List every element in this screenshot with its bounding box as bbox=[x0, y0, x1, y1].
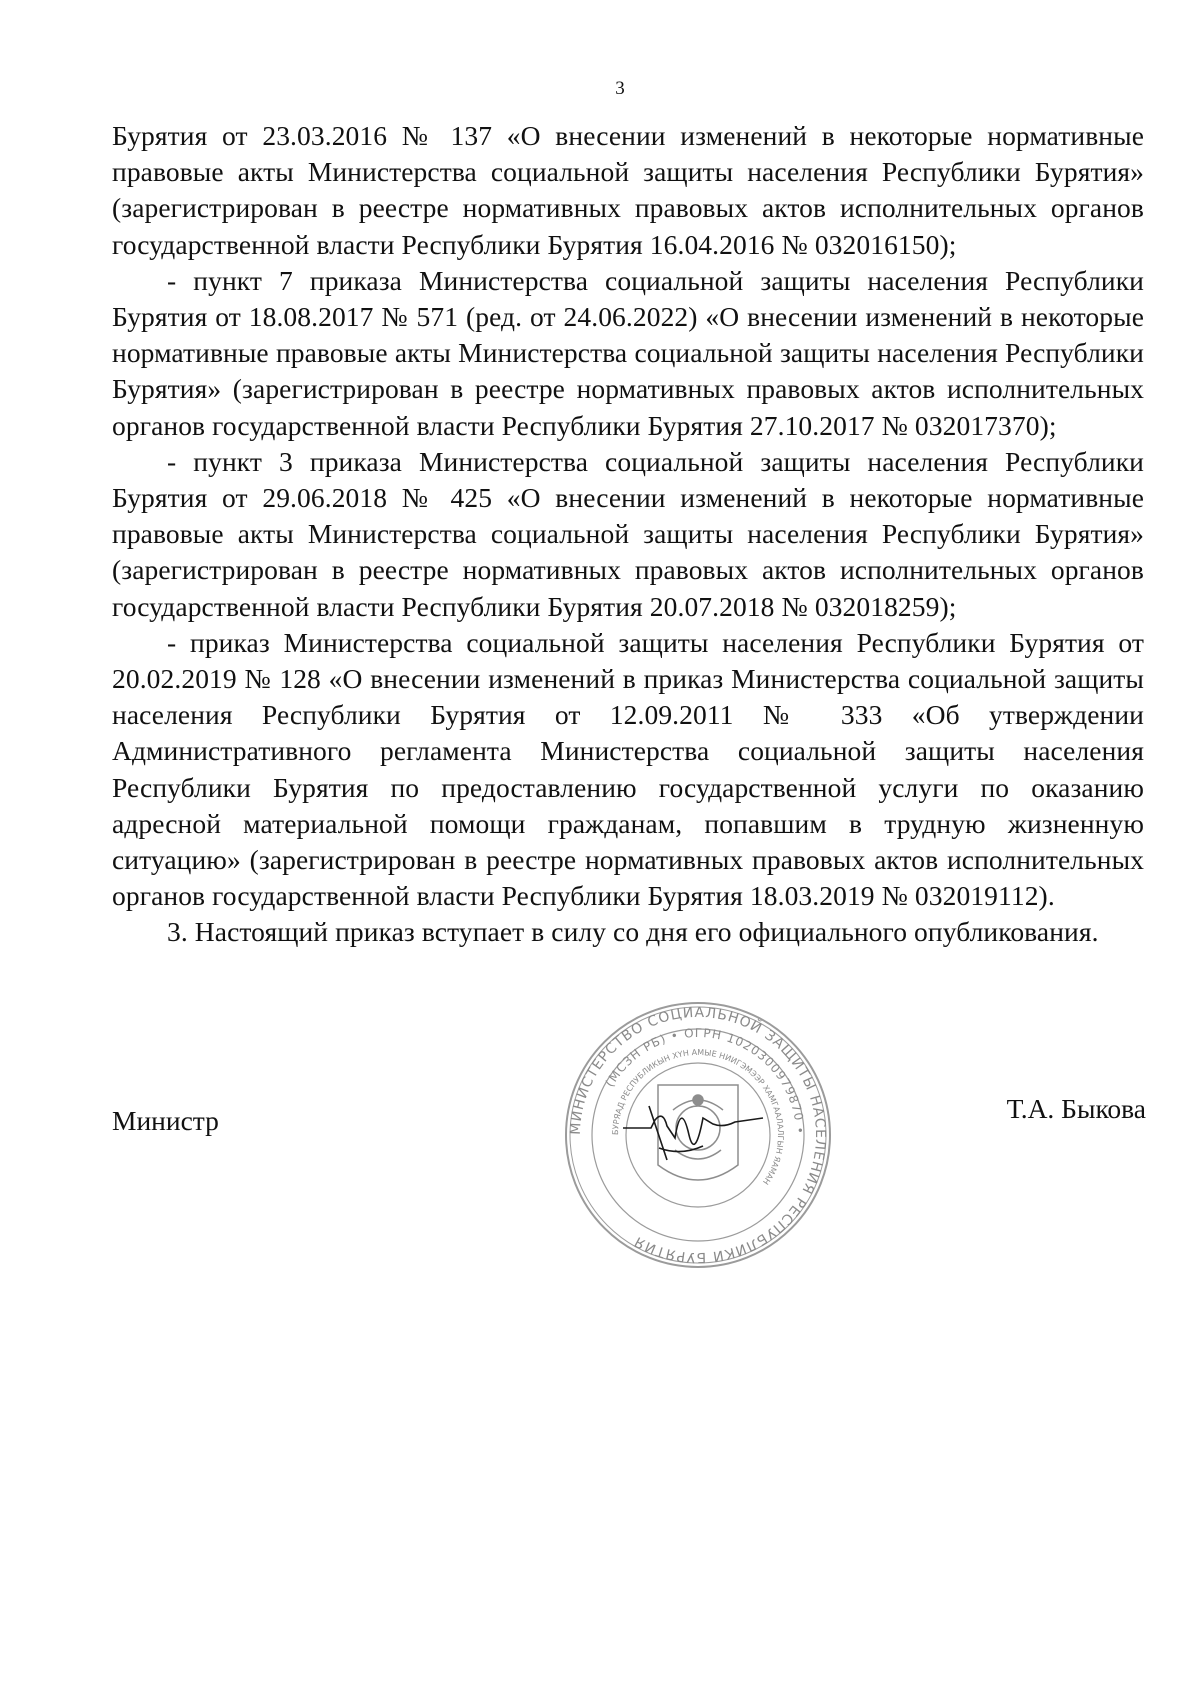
stamp-outer-text bbox=[568, 1005, 828, 1265]
paragraph-effective-date: 3. Настоящий приказ вступает в силу со дня его официального опубликования. bbox=[167, 916, 1099, 948]
paragraph-item-order-128: - приказ Министерства социальной защиты населения Республики Бурятия от 20.02.2019 № 128 «О внесении изменений в приказ Министерства социальной защиты населения Республики Бурятия от 12.09.2011 № 333 «Об утверждении Административного регламента Министерства социальной защиты населения Республики Бурятия по предоставлению государственной услуги по оказанию адресной материальной помощи гражданам, попавшим в трудную жизненную ситуацию» (зарегистрирован в реестре нормативных правовых актов исполнительных органов государственной власти Республики Бурятия 18.03.2019 № 032019112). bbox=[112, 626, 1144, 912]
stamp-middle-textpath: (МСЗН РБ) • ОГРН 1020300979870 • bbox=[602, 1025, 808, 1136]
stamp-outer-textpath: МИНИСТЕРСТВО СОЦИАЛЬНОЙ ЗАЩИТЫ НАСЕЛЕНИЯ РЕСПУБЛИКИ БУРЯТИЯ bbox=[567, 1004, 829, 1266]
signatory-name: Т.А. Быкова bbox=[1006, 1093, 1146, 1124]
stamp-inner-text bbox=[611, 1048, 785, 1186]
coat-of-arms-icon bbox=[658, 1085, 738, 1180]
official-seal-stamp bbox=[563, 1000, 833, 1270]
page-number: 3 bbox=[615, 78, 625, 99]
signatory-title: Министр bbox=[112, 1105, 219, 1136]
stamp-inner-textpath: БУРЯАД РЕСПУБЛИКЫН ХҮН АМЫЕ НИИГЭМЭЭР ХАМГААЛАЛГЫН ЯАМАН bbox=[610, 1047, 786, 1187]
document-body bbox=[112, 118, 1144, 951]
paragraph-item-order-425: - пункт 3 приказа Министерства социальной защиты населения Республики Бурятия от 29.06.2018 № 425 «О внесении изменений в некоторые нормативные правовые акты Министерства социальной защиты населения Республики Бурятия» (зарегистрирован в реестре нормативных правовых актов исполнительных органов государственной власти Республики Бурятия 20.07.2018 № 032018259); bbox=[112, 445, 1144, 622]
signature-scribble-icon bbox=[623, 1106, 763, 1160]
paragraph-item-order-571: - пункт 7 приказа Министерства социальной защиты населения Республики Бурятия от 18.08.2017 № 571 (ред. от 24.06.2022) «О внесении изменений в некоторые нормативные правовые акты Министерства социальной защиты населения Республики Бурятия» (зарегистрирован в реестре нормативных правовых актов исполнительных органов государственной власти Республики Бурятия 27.10.2017 № 032017370); bbox=[112, 264, 1144, 441]
paragraph-continuation: Бурятия от 23.03.2016 № 137 «О внесении изменений в некоторые нормативные правовые акты Министерства социальной защиты населения Республики Бурятия» (зарегистрирован в реестре нормативных правовых актов исполнительных органов государственной власти Республики Бурятия 16.04.2016 № 032016150); bbox=[112, 120, 1144, 260]
